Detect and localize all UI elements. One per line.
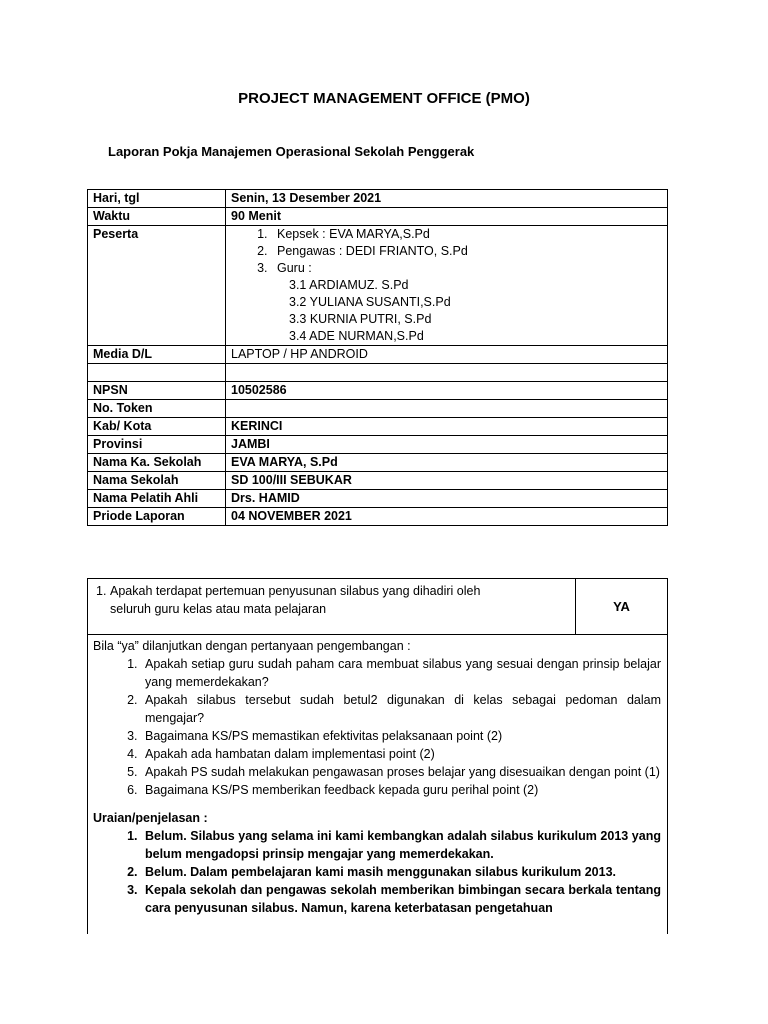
token-label: No. Token [88,400,226,418]
waktu-value: 90 Menit [226,208,668,226]
uraian-title: Uraian/penjelasan : [93,811,208,825]
document-title: PROJECT MANAGEMENT OFFICE (PMO) [238,90,530,107]
kab-value: KERINCI [226,418,668,436]
list-item: 3.3 KURNIA PUTRI, S.Pd [289,312,432,326]
table-row [88,508,668,526]
list-item: 1. Belum. Silabus yang selama ini kami kembangkan adalah silabus kurikulum 2013 yang belum mengadopsi prinsip mengajar yang memerdekakan. [141,827,661,863]
followup-list [93,655,661,799]
media-label: Media D/L [88,346,226,364]
npsn-value: 10502586 [226,382,668,400]
list-item: 3.2 YULIANA SUSANTI,S.Pd [289,295,451,309]
provinsi-label: Provinsi [88,436,226,454]
hari-label: Hari, tgl [88,190,226,208]
empty-cell [226,364,668,382]
question-box [87,578,668,934]
table-row [88,382,668,400]
list-item: 4. Apakah ada hambatan dalam implementasi point (2) [141,745,661,763]
list-item: 2. Belum. Dalam pembelajaran kami masih menggunakan silabus kurikulum 2013. [141,863,661,881]
list-item: 1. Kepsek : EVA MARYA,S.Pd [271,226,662,243]
table-row-empty [88,364,668,382]
table-row [88,190,668,208]
question-text [88,579,576,634]
peserta-label: Peserta [88,226,226,346]
waktu-label: Waktu [88,208,226,226]
list-item: 3.1 ARDIAMUZ. S.Pd [289,278,409,292]
list-item: 3.4 ADE NURMAN,S.Pd [289,329,424,343]
npsn-label: NPSN [88,382,226,400]
table-row [88,346,668,364]
sekolah-value: SD 100/III SEBUKAR [226,472,668,490]
list-item: 3. Bagaimana KS/PS memastikan efektivitas pelaksanaan point (2) [141,727,661,745]
table-row [88,418,668,436]
priode-label: Priode Laporan [88,508,226,526]
priode-value: 04 NOVEMBER 2021 [226,508,668,526]
kasek-label: Nama Ka. Sekolah [88,454,226,472]
table-row [88,436,668,454]
question-answer: YA [613,599,630,614]
document-subtitle: Laporan Pokja Manajemen Operasional Sekolah Penggerak [108,144,475,159]
question-body [88,635,667,917]
empty-cell [88,364,226,382]
list-item: 2. Pengawas : DEDI FRIANTO, S.Pd [271,243,662,260]
table-row [88,472,668,490]
list-item: 6. Bagaimana KS/PS memberikan feedback kepada guru perihal point (2) [141,781,661,799]
uraian-list [93,827,661,917]
question-line-2: seluruh guru kelas atau mata pelajaran [110,602,327,616]
table-row [88,208,668,226]
token-value [226,400,668,418]
followup-intro: Bila “ya” dilanjutkan dengan pertanyaan pengembangan : [93,639,411,653]
question-line-1: Apakah terdapat pertemuan penyusunan silabus yang dihadiri oleh [110,584,481,598]
info-table [87,189,668,526]
kasek-value: EVA MARYA, S.Pd [226,454,668,472]
pelatih-label: Nama Pelatih Ahli [88,490,226,508]
table-row [88,400,668,418]
list-item: 3. Kepala sekolah dan pengawas sekolah memberikan bimbingan secara berkala tentang cara penyusunan silabus. Namun, karena keterbatasan pengetahuan [141,881,661,917]
table-row [88,454,668,472]
sekolah-label: Nama Sekolah [88,472,226,490]
question-number: 1. [96,584,107,598]
media-value: LAPTOP / HP ANDROID [226,346,668,364]
list-item: 1. Apakah setiap guru sudah paham cara membuat silabus yang sesuai dengan prinsip belajar yang memerdekakan? [141,655,661,691]
guru-label: Guru : [277,261,312,275]
list-item: 5. Apakah PS sudah melakukan pengawasan proses belajar yang disesuaikan dengan point (1) [141,763,661,781]
kab-label: Kab/ Kota [88,418,226,436]
pelatih-value: Drs. HAMID [226,490,668,508]
list-item: 2. Apakah silabus tersebut sudah betul2 digunakan di kelas sebagai pedoman dalam mengajar? [141,691,661,727]
table-row [88,226,668,346]
question-header [88,579,667,635]
provinsi-value: JAMBI [226,436,668,454]
hari-value: Senin, 13 Desember 2021 [226,190,668,208]
peserta-list [231,226,662,345]
list-item [271,260,662,345]
guru-list [277,277,662,345]
table-row [88,490,668,508]
peserta-value [226,226,668,346]
